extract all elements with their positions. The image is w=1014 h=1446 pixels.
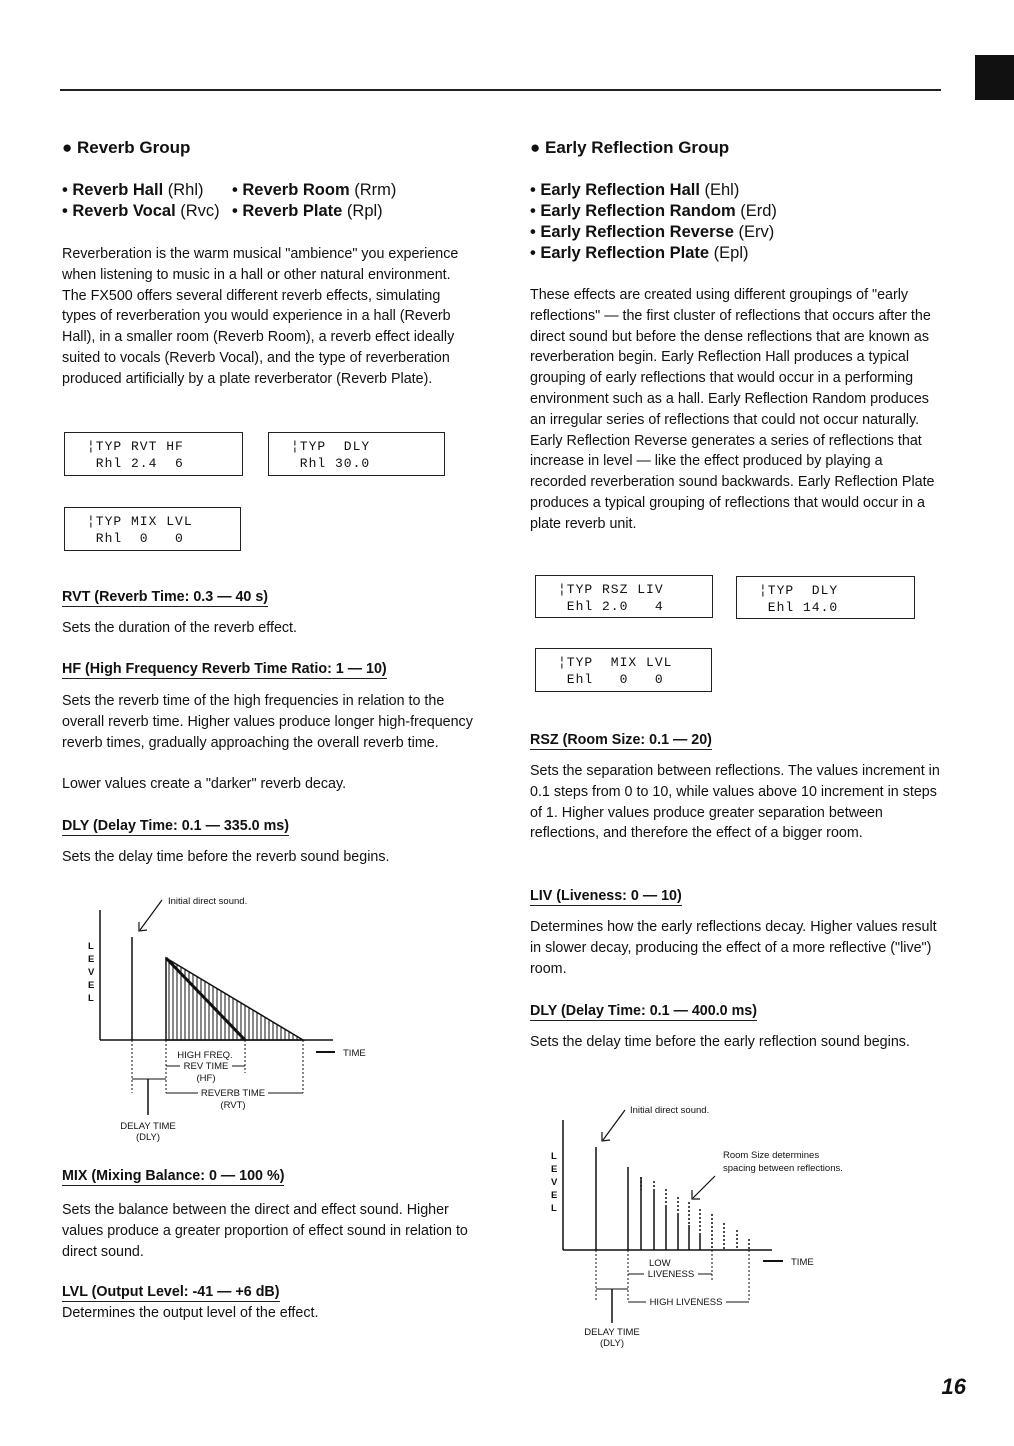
svg-text:Room Size determines: Room Size determines [723,1150,820,1161]
svg-text:(RVT): (RVT) [220,1100,246,1111]
er-dly-text: Sets the delay time before the early reflection sound begins. [530,1034,910,1050]
rvt-heading: RVT (Reverb Time: 0.3 — 40 s) [62,589,269,605]
svg-text:E: E [88,980,95,991]
rsz-text: Sets the separation between reflections. The values increment in 0.1 steps from 0 to 10, while values above 10 increment in steps of 1. Higher values produce greater separation between reflections, and therefore the effect of a bigger room. [530,763,940,842]
svg-text:DELAY TIME: DELAY TIME [120,1121,176,1132]
er-hall-item: • Early Reflection Hall (Ehl) [530,181,740,199]
svg-text:(DLY): (DLY) [135,1132,161,1143]
svg-text:L: L [88,993,94,1004]
lcd-rsz-liv: ¦TYP RSZ LIV Ehl 2.0 4 [535,575,713,618]
reverb-plate-item: • Reverb Plate (Rpl) [232,202,383,220]
er-intro: These effects are created using different groupings of "early reflections" — the first cluster of reflections that occurs after the direct sound but before the dense reflections that are known as reverberation begin. Early Reflection Hall produces a typical grouping of early reflections that would occur in a performing environment such as a hall. Early Reflection Random produces an irregular series of reflections that could not occur naturally. Early Reflection Reverse generates a series of reflections that increase in level — like the effect produced by playing a recorded reverberation sound backwards. Early Reflection Plate produces a typical grouping of reflections that would occur in a plate reverb unit. [530,287,935,532]
lvl-text: Determines the output level of the effect. [62,1305,319,1321]
svg-text:HIGH FREQ.: HIGH FREQ. [177,1050,233,1061]
hf-text-2: Lower values create a "darker" reverb decay. [62,776,347,792]
er-plate-item: • Early Reflection Plate (Epl) [530,244,749,262]
svg-text:E: E [551,1164,558,1175]
rsz-heading: RSZ (Room Size: 0.1 — 20) [530,732,712,748]
hf-heading: HF (High Frequency Reverb Time Ratio: 1 — 10) [62,661,387,677]
svg-text:TIME: TIME [343,1048,366,1059]
svg-text:(HF): (HF) [196,1073,216,1084]
lvl-heading: LVL (Output Level: -41 — +6 dB) [62,1284,280,1300]
svg-text:Initial direct sound.: Initial direct sound. [630,1105,710,1116]
reverb-intro: Reverberation is the warm musical "ambience" you experience when listening to music in a hall or other natural environment. The FX500 offers several different reverb effects, simulating types of reverberation you would experience in a hall (Reverb Hall), in a smaller room (Reverb Room), a reverb effect ideally suited to vocals (Reverb Vocal), and the type of reverberation produced artificially by a plate reverberator (Reverb Plate). [62,246,459,387]
lcd-er-dly: ¦TYP DLY Ehl 14.0 [736,576,915,619]
svg-text:LIVENESS: LIVENESS [647,1269,695,1280]
er-reverse-item: • Early Reflection Reverse (Erv) [530,223,775,241]
dly-text: Sets the delay time before the reverb sound begins. [62,849,390,865]
svg-text:TIME: TIME [791,1257,814,1268]
svg-text:L: L [551,1203,557,1214]
svg-text:V: V [551,1177,558,1188]
svg-text:Initial direct sound.: Initial direct sound. [168,896,248,907]
lcd-mix-lvl: ¦TYP MIX LVL Rhl 0 0 [64,507,241,551]
liv-text: Determines how the early reflections decay. Higher values result in slower decay, producing the effect of a more reflective ("live") room. [530,919,937,977]
mix-heading: MIX (Mixing Balance: 0 — 100 %) [62,1168,285,1184]
page-number: 16 [941,1374,966,1399]
rvt-text: Sets the duration of the reverb effect. [62,620,297,636]
section-tab-marker [975,55,1014,100]
lcd-rvt-hf: ¦TYP RVT HF Rhl 2.4 6 [64,432,243,476]
reverb-group-title: ● Reverb Group [62,138,191,157]
svg-text:(DLY): (DLY) [599,1338,625,1349]
early-reflection-group-title: ● Early Reflection Group [530,138,730,157]
svg-text:REV TIME: REV TIME [183,1061,229,1072]
reverb-hall-item: • Reverb Hall (Rhl) [62,181,204,199]
er-dly-heading: DLY (Delay Time: 0.1 — 400.0 ms) [530,1003,758,1019]
early-reflection-diagram [540,1090,880,1360]
hf-text: Sets the reverb time of the high frequencies in relation to the overall reverb time. Higher values produce longer high-frequency reverb times, gradually approaching the overall reverb time. [62,693,473,751]
svg-text:REVERB TIME: REVERB TIME [200,1088,266,1099]
lcd-dly: ¦TYP DLY Rhl 30.0 [268,432,445,476]
top-rule [60,89,941,91]
mix-text: Sets the balance between the direct and effect sound. Higher values produce a greater proportion of effect sound in relation to direct sound. [62,1202,468,1260]
svg-text:L: L [551,1151,557,1162]
svg-text:DELAY TIME: DELAY TIME [584,1327,640,1338]
lcd-er-mix-lvl: ¦TYP MIX LVL Ehl 0 0 [535,648,712,692]
svg-text:E: E [88,954,95,965]
svg-text:E: E [551,1190,558,1201]
reverb-vocal-item: • Reverb Vocal (Rvc) [62,202,220,220]
svg-text:HIGH LIVENESS: HIGH LIVENESS [649,1297,723,1308]
reverb-room-item: • Reverb Room (Rrm) [232,181,397,199]
dly-heading: DLY (Delay Time: 0.1 — 335.0 ms) [62,818,290,834]
svg-text:LOW: LOW [649,1258,671,1269]
liv-heading: LIV (Liveness: 0 — 10) [530,888,682,904]
reverb-diagram [60,880,390,1150]
er-random-item: • Early Reflection Random (Erd) [530,202,777,220]
svg-text:L: L [88,941,94,952]
svg-text:V: V [88,967,95,978]
svg-text:spacing between reflections.: spacing between reflections. [723,1163,843,1174]
